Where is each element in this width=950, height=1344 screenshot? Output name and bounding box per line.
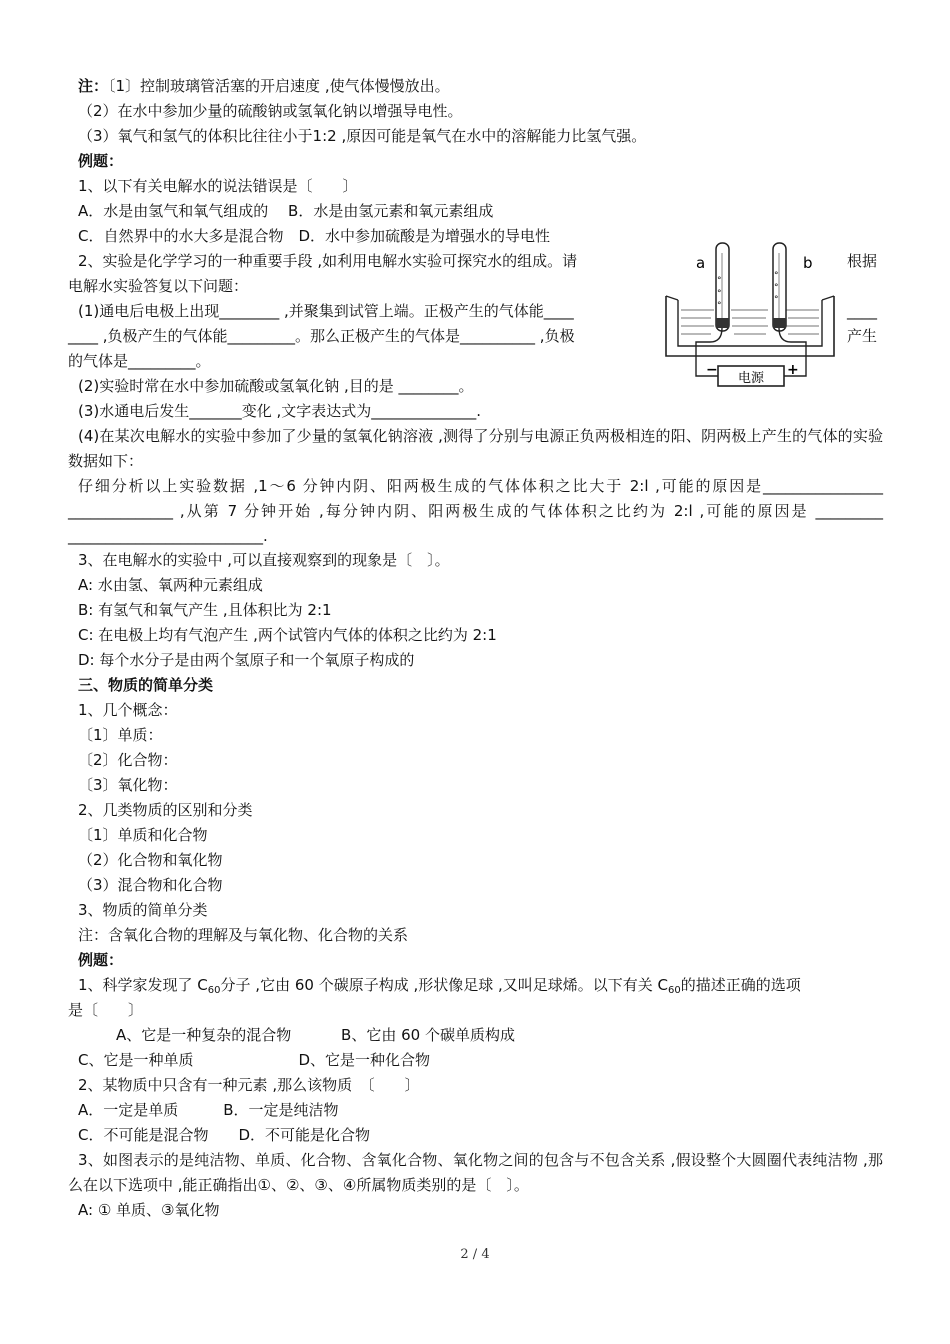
question-3-option-a: A: 水由氢、氧两种元素组成 bbox=[78, 576, 263, 594]
electrode-b bbox=[773, 318, 786, 328]
section-3-note: 注：含氧化合物的理解及与氧化物、化合物的关系 bbox=[78, 926, 409, 944]
question-2-part-2: (2)实验时常在水中参加硫酸或氢氧化钠 ,目的是 ________。 bbox=[78, 377, 474, 395]
concept-oxide: 〔3〕氧化物： bbox=[78, 776, 178, 794]
section-3-classification: 3、物质的简单分类 bbox=[78, 901, 208, 919]
distinction-2: （2）化合物和氧化物 bbox=[78, 851, 223, 869]
ex2-question-1-options-ab: A、它是一种复杂的混合物 B、它由 60 个碳单质构成 bbox=[116, 1026, 515, 1044]
note-1 bbox=[78, 76, 450, 96]
question-2-line-1: 2、实验是化学学习的一种重要手段 ,如利用电解水实验可探究水的组成。请 bbox=[78, 252, 578, 270]
ex2-question-3-option-a: A: ① 单质、③氧化物 bbox=[78, 1201, 220, 1219]
distinction-1: 〔1〕单质和化合物 bbox=[78, 826, 208, 844]
svg-text:°: ° bbox=[774, 283, 779, 293]
question-2-part-1-line-2-end: 产生 bbox=[847, 327, 878, 345]
question-2-analysis: 仔细分析以上实验数据 ,1～6 分钟内阴、阳两极生成的气体体积之比大于 2:l ,可能的原因是________________ ______________ ,从第 7 分钟开始 ,每分钟内阴、阳两极生成的气体体积之比约为 2:l ,可能的原因是 _________ __________________________. bbox=[68, 477, 883, 545]
note-label: 注： bbox=[78, 77, 109, 95]
electrolysis-diagram bbox=[656, 238, 846, 388]
question-2-part-1-line-3: 的气体是_________。 bbox=[68, 352, 211, 370]
question-1: 1、以下有关电解水的说法错误是〔 〕 bbox=[78, 177, 358, 195]
ex2-question-1-options-cd: C、它是一种单质 D、它是一种化合物 bbox=[78, 1051, 431, 1069]
section-3-distinctions: 2、几类物质的区别和分类 bbox=[78, 801, 253, 819]
page-number: 2 / 4 bbox=[460, 1247, 490, 1262]
question-3-option-b: B: 有氢气和氧气产生 ,且体积比为 2:1 bbox=[78, 601, 332, 619]
section-3-concepts: 1、几个概念： bbox=[78, 701, 178, 719]
svg-text:°: ° bbox=[774, 295, 779, 305]
power-label: 电源 bbox=[737, 371, 765, 386]
electrode-a bbox=[716, 318, 729, 328]
section-3-heading: 三、物质的简单分类 bbox=[78, 676, 214, 694]
question-2-part-1: (1)通电后电极上出现________ ,并聚集到试管上端。正极产生的气体能____ bbox=[78, 302, 574, 320]
ex2-question-1-line-2: 是〔 〕 bbox=[68, 1001, 144, 1019]
svg-text:°: ° bbox=[717, 276, 722, 286]
ex2-question-2-options-cd: C．不可能是混合物 D．不可能是化合物 bbox=[78, 1126, 371, 1144]
label-b: b bbox=[803, 254, 813, 272]
question-2-part-1-line-2: ____ ,负极产生的气体能_________。那么正极产生的气体是__________ ,负极 bbox=[68, 327, 575, 345]
distinction-3: （3）混合物和化合物 bbox=[78, 876, 223, 894]
svg-text:°: ° bbox=[717, 289, 722, 299]
plus-sign: + bbox=[787, 362, 799, 378]
label-a: a bbox=[696, 254, 706, 272]
question-1-options-ab: A．水是由氢气和氧气组成的 B．水是由氢元素和氧元素组成 bbox=[78, 202, 494, 220]
question-1-options-cd: C．自然界中的水大多是混合物 D．水中参加硫酸是为增强水的导电性 bbox=[78, 227, 551, 245]
question-2-part-4: (4)在某次电解水的实验中参加了少量的氢氧化钠溶液 ,测得了分别与电源正负两极相连的阳、阴两极上产生的气体的实验数据如下： bbox=[68, 427, 883, 470]
question-2-line-2: 电解水实验答复以下问题： bbox=[68, 277, 249, 295]
note-1-text: 〔1〕控制玻璃管活塞的开启速度 ,使气体慢慢放出。 bbox=[108, 77, 450, 95]
question-3-option-c: C: 在电极上均有气泡产生 ,两个试管内气体的体积之比约为 2:1 bbox=[78, 626, 497, 644]
svg-text:°: ° bbox=[717, 301, 722, 311]
question-3: 3、在电解水的实验中 ,可以直接观察到的现象是〔 〕。 bbox=[78, 551, 450, 569]
note-2: （2）在水中参加少量的硫酸钠或氢氧化钠以增强导电性。 bbox=[78, 102, 463, 120]
question-3-option-d: D: 每个水分子是由两个氢原子和一个氧原子构成的 bbox=[78, 651, 415, 669]
example-heading: 例题： bbox=[78, 152, 124, 170]
concept-compound: 〔2〕化合物： bbox=[78, 751, 178, 769]
ex2-question-3: 3、如图表示的是纯洁物、单质、化合物、含氧化合物、氧化物之间的包含与不包含关系 ,假设整个大圆圈代表纯洁物 ,那么在以下选项中 ,能正确指出①、②、③、④所属物质类别的是〔 〕。 bbox=[68, 1151, 883, 1194]
test-tube-a bbox=[716, 243, 729, 331]
ex2-question-2: 2、某物质中只含有一种元素 ,那么该物质 〔 〕 bbox=[78, 1076, 420, 1094]
note-3: （3）氧气和氢气的体积比往往小于1:2 ,原因可能是氧气在水中的溶解能力比氢气强。 bbox=[78, 127, 647, 145]
question-2-part-3: (3)水通电后发生_______变化 ,文字表达式为______________. bbox=[78, 402, 482, 420]
example-2-heading: 例题： bbox=[78, 951, 124, 969]
ex2-question-2-options-ab: A．一定是单质 B．一定是纯洁物 bbox=[78, 1101, 339, 1119]
svg-text:°: ° bbox=[774, 271, 779, 281]
concept-element: 〔1〕单质： bbox=[78, 726, 163, 744]
minus-sign: − bbox=[706, 362, 718, 378]
question-2-line-1-end: 根据 bbox=[847, 252, 878, 270]
ex2-question-1: 1、科学家发现了 $C_{60}$分子 ,它由 60 个碳原子构成 ,形状像足球 ,又叫足球烯。以下有关 $C_{60}$的描述正确的选项 bbox=[78, 976, 801, 996]
question-2-part-1-end: ____ bbox=[847, 302, 877, 320]
